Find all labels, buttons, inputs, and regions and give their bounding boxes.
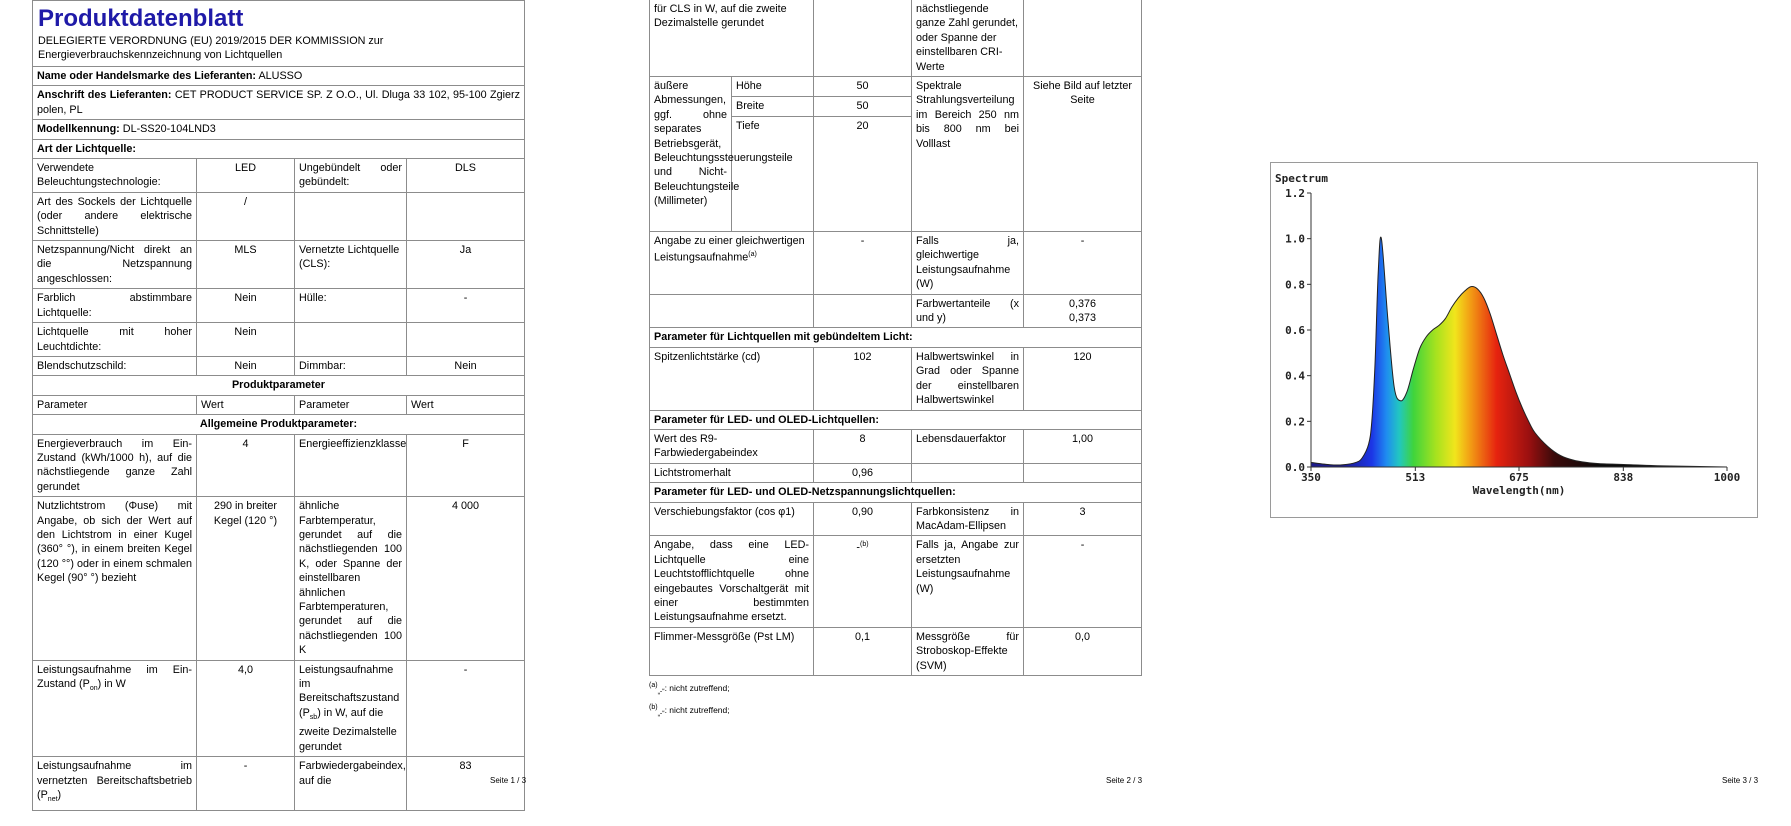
cell-value: - xyxy=(1024,232,1142,295)
directional-heading: Parameter für Lichtquellen mit gebündeltem Licht: xyxy=(650,328,1142,347)
column-header: Wert xyxy=(407,395,525,414)
model-row xyxy=(33,120,525,139)
cell-label: Falls ja, gleichwertige Leistungsaufnahme (W) xyxy=(912,232,1024,295)
dim-label: Breite xyxy=(732,97,814,117)
cell-label: Leistungsaufnahme im Bereitschaftszustand $(P_{sb})$ in W, auf die zweite Dezimalstelle gerundet xyxy=(295,660,407,757)
cell-label: Energieeffizienzklasse xyxy=(295,434,407,497)
cell-label: Angabe zu einer gleichwertigen Leistungsaufnahme$^{(a)}$ xyxy=(650,232,814,295)
cell-value xyxy=(814,294,912,328)
cell-value xyxy=(407,192,525,240)
y-tick-label: 0.0 xyxy=(1285,461,1305,474)
column-header: Wert xyxy=(197,395,295,414)
table-row xyxy=(33,323,525,357)
dim-label: Höhe xyxy=(732,77,814,97)
cell-value: MLS xyxy=(197,241,295,289)
footnote-b: $^{(b)}_{„-“}$: nicht zutreffend; xyxy=(649,703,730,718)
cell-value xyxy=(814,0,912,77)
type-heading: Art der Lichtquelle: xyxy=(33,139,525,158)
cell-value: 8 xyxy=(814,429,912,463)
cell-value: 0,96 xyxy=(814,463,912,482)
dim-value: 20 xyxy=(814,117,912,232)
cell-value: - xyxy=(407,289,525,323)
cell-label: Spitzenlichtstärke (cd) xyxy=(650,347,814,410)
spectrum-area xyxy=(1311,237,1727,467)
cell-label: Vernetzte Lichtquelle (CLS): xyxy=(295,241,407,289)
cell-label xyxy=(295,323,407,357)
general-params-heading: Allgemeine Produktparameter: xyxy=(33,415,525,434)
dim-label: Tiefe xyxy=(732,117,814,232)
table-row xyxy=(650,77,1142,97)
cell-value: Nein xyxy=(407,356,525,375)
cell-value: Nein xyxy=(197,323,295,357)
cell-label: Wert des R9-Farbwiedergabeindex xyxy=(650,429,814,463)
cell-value: 102 xyxy=(814,347,912,410)
table-row xyxy=(650,627,1142,675)
table-row xyxy=(33,356,525,375)
page-2 xyxy=(649,0,1141,721)
cell-value: -$^{(b)}$ xyxy=(814,536,912,627)
cell-value: - xyxy=(407,660,525,757)
y-tick-label: 0.2 xyxy=(1285,415,1305,429)
table-row xyxy=(33,159,525,193)
cell-label: Verwendete Beleuchtungstechnologie: xyxy=(33,159,197,193)
x-axis-label: Wavelength(nm) xyxy=(1472,484,1566,497)
cell-value: 4,0 xyxy=(197,660,295,757)
table-row xyxy=(33,497,525,660)
cell-label: Farblich abstimmbare Lichtquelle: xyxy=(33,289,197,323)
x-tick-label: 350 xyxy=(1301,471,1321,484)
address-label: Anschrift des Lieferanten: xyxy=(37,89,172,102)
cell-label: Netzspannung/Nicht direkt an die Netzspannung angeschlossen: xyxy=(33,241,197,289)
cell-label: Farbwertanteile (x und y) xyxy=(912,294,1024,328)
cell-label: Halbwertswinkel in Grad oder Spanne der einstellbaren Halbwertswinkel xyxy=(912,347,1024,410)
address-row xyxy=(33,86,525,120)
supplier-label: Name oder Handelsmarke des Lieferanten: xyxy=(37,70,257,82)
page-title: Produktdatenblatt xyxy=(38,5,244,32)
cell-label: Verschiebungsfaktor (cos φ1) xyxy=(650,502,814,536)
x-tick-label: 838 xyxy=(1613,471,1634,484)
cell-value: 290 in breiter Kegel (120 °) xyxy=(197,497,295,660)
cell-label: nächstliegende ganze Zahl gerundet, oder Spanne der einstellbaren CRI-Werte xyxy=(912,0,1024,77)
cell-label: Art des Sockels der Lichtquelle (oder andere elektrische Schnittstelle) xyxy=(33,192,197,240)
supplier-row xyxy=(33,67,525,86)
cell-value: - xyxy=(814,232,912,295)
cell-label: Angabe, dass eine LED-Lichtquelle eine Leuchtstofflichtquelle ohne eingebautes Vorschaltgerät mit einer bestimmten Leistungsaufnahme ersetzt. xyxy=(650,536,814,627)
page-number-2: Seite 2 / 3 xyxy=(1106,776,1143,785)
dimensions-label: äußere Abmessungen, ggf. ohne separates Betriebsgerät, Beleuchtungssteuerungsteile und Nicht-Beleuchtungsteile (Millimeter) xyxy=(650,77,732,232)
table-row xyxy=(650,0,1142,77)
chroma-y: 0,373 xyxy=(1069,312,1097,325)
cell-label xyxy=(912,463,1024,482)
table-row xyxy=(33,241,525,289)
cell-value: - xyxy=(1024,536,1142,627)
cell-value: F xyxy=(407,434,525,497)
page-1 xyxy=(32,0,527,811)
regulation-subtitle: DELEGIERTE VERORDNUNG (EU) 2019/2015 DER KOMMISSION zur Energieverbrauchskennzeichnung von Lichtquellen xyxy=(38,35,384,61)
cell-value: 3 xyxy=(1024,502,1142,536)
table-row xyxy=(33,192,525,240)
cell-value: 83 xyxy=(407,757,525,810)
cell-value: - xyxy=(197,757,295,810)
cell-label: Lebensdauerfaktor xyxy=(912,429,1024,463)
cell-label: für CLS in W, auf die zweite Dezimalstelle gerundet xyxy=(650,0,814,77)
y-tick-label: 0.4 xyxy=(1285,369,1305,383)
datasheet-table-page-2 xyxy=(649,0,1142,676)
cell-label: Leistungsaufnahme im Ein-Zustand $(P_{on})$ in W xyxy=(33,660,197,757)
cell-label: Flimmer-Messgröße (Pst LM) xyxy=(650,627,814,675)
cell-label: Ungebündelt oder gebündelt: xyxy=(295,159,407,193)
supplier-value: ALUSSO xyxy=(258,70,303,82)
cell-label: Nutzlichtstrom (Φuse) mit Angabe, ob sich der Wert auf den Lichtstrom in einer Kugel (360° °), in einem breiten Kegel (120 °°) oder in einem schmalen Kegel (90° °) bezieht xyxy=(33,497,197,660)
table-row xyxy=(33,660,525,757)
cell-label: Energieverbrauch im Ein-Zustand (kWh/1000 h), auf die nächstliegende ganze Zahl gerundet xyxy=(33,434,197,497)
table-row xyxy=(650,536,1142,627)
cell-value: 1,00 xyxy=(1024,429,1142,463)
cell-value: 4 xyxy=(197,434,295,497)
x-tick-label: 675 xyxy=(1509,471,1529,484)
cell-value: 0,1 xyxy=(814,627,912,675)
cell-label: Dimmbar: xyxy=(295,356,407,375)
datasheet-table-page-1 xyxy=(32,0,525,811)
table-row xyxy=(33,289,525,323)
model-label: Modellkennung: xyxy=(37,123,120,136)
cell-value xyxy=(1024,463,1142,482)
cell-value: LED xyxy=(197,159,295,193)
column-header: Parameter xyxy=(33,395,197,414)
cell-value: Nein xyxy=(197,356,295,375)
spectral-value: Siehe Bild auf letzter Seite xyxy=(1024,77,1142,232)
cell-label xyxy=(295,192,407,240)
mains-heading: Parameter für LED- und OLED-Netzspannungslichtquellen: xyxy=(650,483,1142,502)
cell-value: Nein xyxy=(197,289,295,323)
table-row xyxy=(650,294,1142,328)
page-number-3: Seite 3 / 3 xyxy=(1722,776,1759,785)
cell-label: Lichtstromerhalt xyxy=(650,463,814,482)
cell-label: Blendschutzschild: xyxy=(33,356,197,375)
cell-label: Farbwiedergabeindex, auf die xyxy=(295,757,407,810)
spectral-label: Spektrale Strahlungsverteilung im Bereich 250 nm bis 800 nm bei Volllast xyxy=(912,77,1024,232)
cell-value xyxy=(407,323,525,357)
cell-value: / xyxy=(197,192,295,240)
model-value: DL-SS20-104LND3 xyxy=(122,123,216,136)
cell-value: DLS xyxy=(407,159,525,193)
cell-label xyxy=(650,294,814,328)
cell-label: Leistungsaufnahme im vernetzten Bereitschaftsbetrieb $(P_{net})$ xyxy=(33,757,197,810)
spectrum-chart-frame xyxy=(1270,162,1758,518)
spectrum-chart xyxy=(1271,163,1757,517)
table-row xyxy=(650,463,1142,482)
cell-value xyxy=(1024,294,1142,328)
table-row xyxy=(650,232,1142,295)
table-row xyxy=(650,429,1142,463)
column-header: Parameter xyxy=(295,395,407,414)
table-row xyxy=(33,757,525,810)
y-tick-label: 0.6 xyxy=(1285,324,1305,337)
led-heading: Parameter für LED- und OLED-Lichtquellen: xyxy=(650,410,1142,429)
cell-value: 0,0 xyxy=(1024,627,1142,675)
address-value: CET PRODUCT SERVICE SP. Z O.O., Ul. Dluga 33 102, 95-100 Zgierz polen, PL xyxy=(37,89,520,116)
cell-value: 4 000 xyxy=(407,497,525,660)
cell-label: Farbkonsistenz in MacAdam-Ellipsen xyxy=(912,502,1024,536)
chart-title: Spectrum xyxy=(1275,172,1328,185)
x-tick-label: 513 xyxy=(1405,471,1426,484)
product-params-heading: Produktparameter xyxy=(33,376,525,395)
y-tick-label: 1.0 xyxy=(1285,232,1305,246)
cell-label: Falls ja, Angabe zur ersetzten Leistungsaufnahme (W) xyxy=(912,536,1024,627)
cell-value: 120 xyxy=(1024,347,1142,410)
cell-label: Lichtquelle mit hoher Leuchtdichte: xyxy=(33,323,197,357)
page-number-1: Seite 1 / 3 xyxy=(490,776,527,785)
y-tick-label: 0.8 xyxy=(1285,278,1305,292)
footnote-a: $^{(a)}_{„-“}$: nicht zutreffend; xyxy=(649,682,730,696)
table-row xyxy=(33,434,525,497)
cell-label: ähnliche Farbtemperatur, gerundet auf die nächstliegenden 100 K, oder Spanne der einstellbaren ähnlichen Farbtemperaturen, gerundet auf die nächstliegenden 100 K xyxy=(295,497,407,660)
cell-label: Hülle: xyxy=(295,289,407,323)
y-tick-label: 1.2 xyxy=(1285,187,1305,200)
cell-label: Messgröße für Stroboskop-Effekte (SVM) xyxy=(912,627,1024,675)
cell-value xyxy=(1024,0,1142,77)
column-header-row xyxy=(33,395,525,414)
table-row xyxy=(650,347,1142,410)
chroma-x: 0,376 xyxy=(1069,297,1097,310)
title-cell xyxy=(33,1,525,67)
dim-value: 50 xyxy=(814,77,912,97)
cell-value: 0,90 xyxy=(814,502,912,536)
dim-value: 50 xyxy=(814,97,912,117)
table-row xyxy=(650,502,1142,536)
x-tick-label: 1000 xyxy=(1713,471,1741,484)
cell-value: Ja xyxy=(407,241,525,289)
